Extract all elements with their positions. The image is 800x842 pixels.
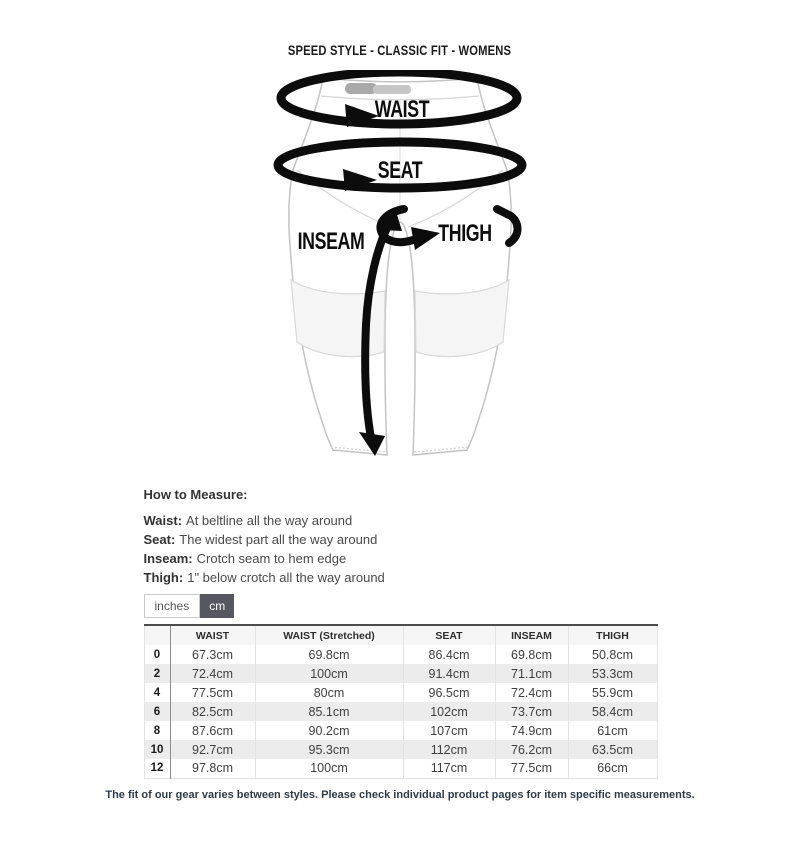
thigh-value: 50.8cm (568, 645, 657, 664)
size-value: 12 (144, 759, 170, 778)
thigh-value: 53.3cm (568, 664, 657, 683)
seat-value: 102cm (403, 702, 495, 721)
waist-value: 72.4cm (170, 664, 255, 683)
seat-value: 91.4cm (403, 664, 495, 683)
waist-value: 87.6cm (170, 721, 255, 740)
inseam-value: 73.7cm (495, 702, 568, 721)
waist-stretched-value: 90.2cm (255, 721, 403, 740)
measure-label-seat: Seat: (143, 532, 176, 547)
thigh-value: 58.4cm (568, 702, 657, 721)
measure-line-waist (144, 511, 657, 530)
table-row (144, 702, 657, 721)
size-value: 2 (144, 664, 170, 683)
size-value: 0 (144, 645, 170, 664)
measure-text-thigh: 1" below crotch all the way around (187, 570, 385, 585)
inseam-value: 71.1cm (495, 664, 568, 683)
header-size (144, 625, 170, 645)
inseam-label-group (298, 229, 365, 255)
size-chart-page (0, 42, 800, 842)
header-waist-stretched: WAIST (Stretched) (255, 625, 403, 645)
thigh-value: 61cm (568, 721, 657, 740)
inseam-value: 74.9cm (495, 721, 568, 740)
waist-value: 82.5cm (170, 702, 255, 721)
thigh-label: THIGH (438, 220, 492, 247)
thigh-value: 55.9cm (568, 683, 657, 702)
waist-stretched-value: 100cm (255, 759, 403, 778)
measure-label-thigh: Thigh: (143, 570, 184, 585)
thigh-value: 63.5cm (568, 740, 657, 759)
thigh-label-group (438, 221, 491, 247)
measure-text-inseam: Crotch seam to hem edge (196, 551, 347, 566)
table-row (144, 645, 657, 664)
size-value: 10 (144, 740, 170, 759)
size-value: 8 (144, 721, 170, 740)
waist-label: WAIST (374, 96, 430, 123)
header-waist: WAIST (170, 625, 255, 645)
waist-value: 67.3cm (170, 645, 255, 664)
table-row (144, 740, 657, 759)
pants-diagram-svg (273, 70, 527, 462)
unit-toggle (144, 594, 657, 618)
seat-value: 96.5cm (403, 683, 495, 702)
waist-value: 77.5cm (170, 683, 255, 702)
table-row (144, 759, 657, 778)
waist-value: 97.8cm (170, 759, 255, 778)
measure-line-inseam (144, 549, 657, 568)
seat-value: 107cm (403, 721, 495, 740)
seat-value: 117cm (403, 759, 495, 778)
size-value: 4 (144, 683, 170, 702)
inseam-label: INSEAM (297, 228, 365, 255)
size-chart-table (144, 624, 658, 779)
inseam-value: 76.2cm (495, 740, 568, 759)
page-title (0, 42, 800, 58)
inseam-value: 69.8cm (495, 645, 568, 664)
measure-line-thigh (144, 568, 657, 587)
waist-label-group (375, 97, 430, 123)
table-row (144, 683, 657, 702)
waist-stretched-value: 85.1cm (255, 702, 403, 721)
fit-disclaimer: The fit of our gear varies between styles. Please check individual product pages for item specific measurements. (105, 788, 695, 801)
inseam-value: 77.5cm (495, 759, 568, 778)
measure-label-inseam: Inseam: (143, 551, 193, 566)
pants-measurement-diagram (0, 70, 800, 467)
seat-value: 112cm (403, 740, 495, 759)
waist-stretched-value: 80cm (255, 683, 403, 702)
table-row (144, 664, 657, 683)
seat-value: 86.4cm (403, 645, 495, 664)
measure-instructions (144, 511, 657, 587)
header-thigh: THIGH (568, 625, 657, 645)
measure-text-waist: At beltline all the way around (186, 513, 353, 528)
page-title-text: SPEED STYLE - CLASSIC FIT - WOMENS (288, 42, 512, 58)
size-value: 6 (144, 702, 170, 721)
header-inseam: INSEAM (495, 625, 568, 645)
table-row (144, 721, 657, 740)
measure-line-seat (144, 530, 657, 549)
inseam-value: 72.4cm (495, 683, 568, 702)
measure-label-waist: Waist: (143, 513, 183, 528)
measure-text-seat: The widest part all the way around (179, 532, 378, 547)
thigh-value: 66cm (568, 759, 657, 778)
cm-toggle-button[interactable]: cm (200, 594, 234, 618)
waist-stretched-value: 95.3cm (255, 740, 403, 759)
inches-toggle-button[interactable]: inches (144, 594, 201, 618)
seat-label: SEAT (377, 157, 423, 184)
waist-stretched-value: 69.8cm (255, 645, 403, 664)
header-seat: SEAT (403, 625, 495, 645)
how-to-measure-heading: How to Measure: (143, 487, 248, 502)
seat-label-group (378, 158, 423, 184)
waist-value: 92.7cm (170, 740, 255, 759)
waist-stretched-value: 100cm (255, 664, 403, 683)
table-header-row (144, 625, 657, 645)
